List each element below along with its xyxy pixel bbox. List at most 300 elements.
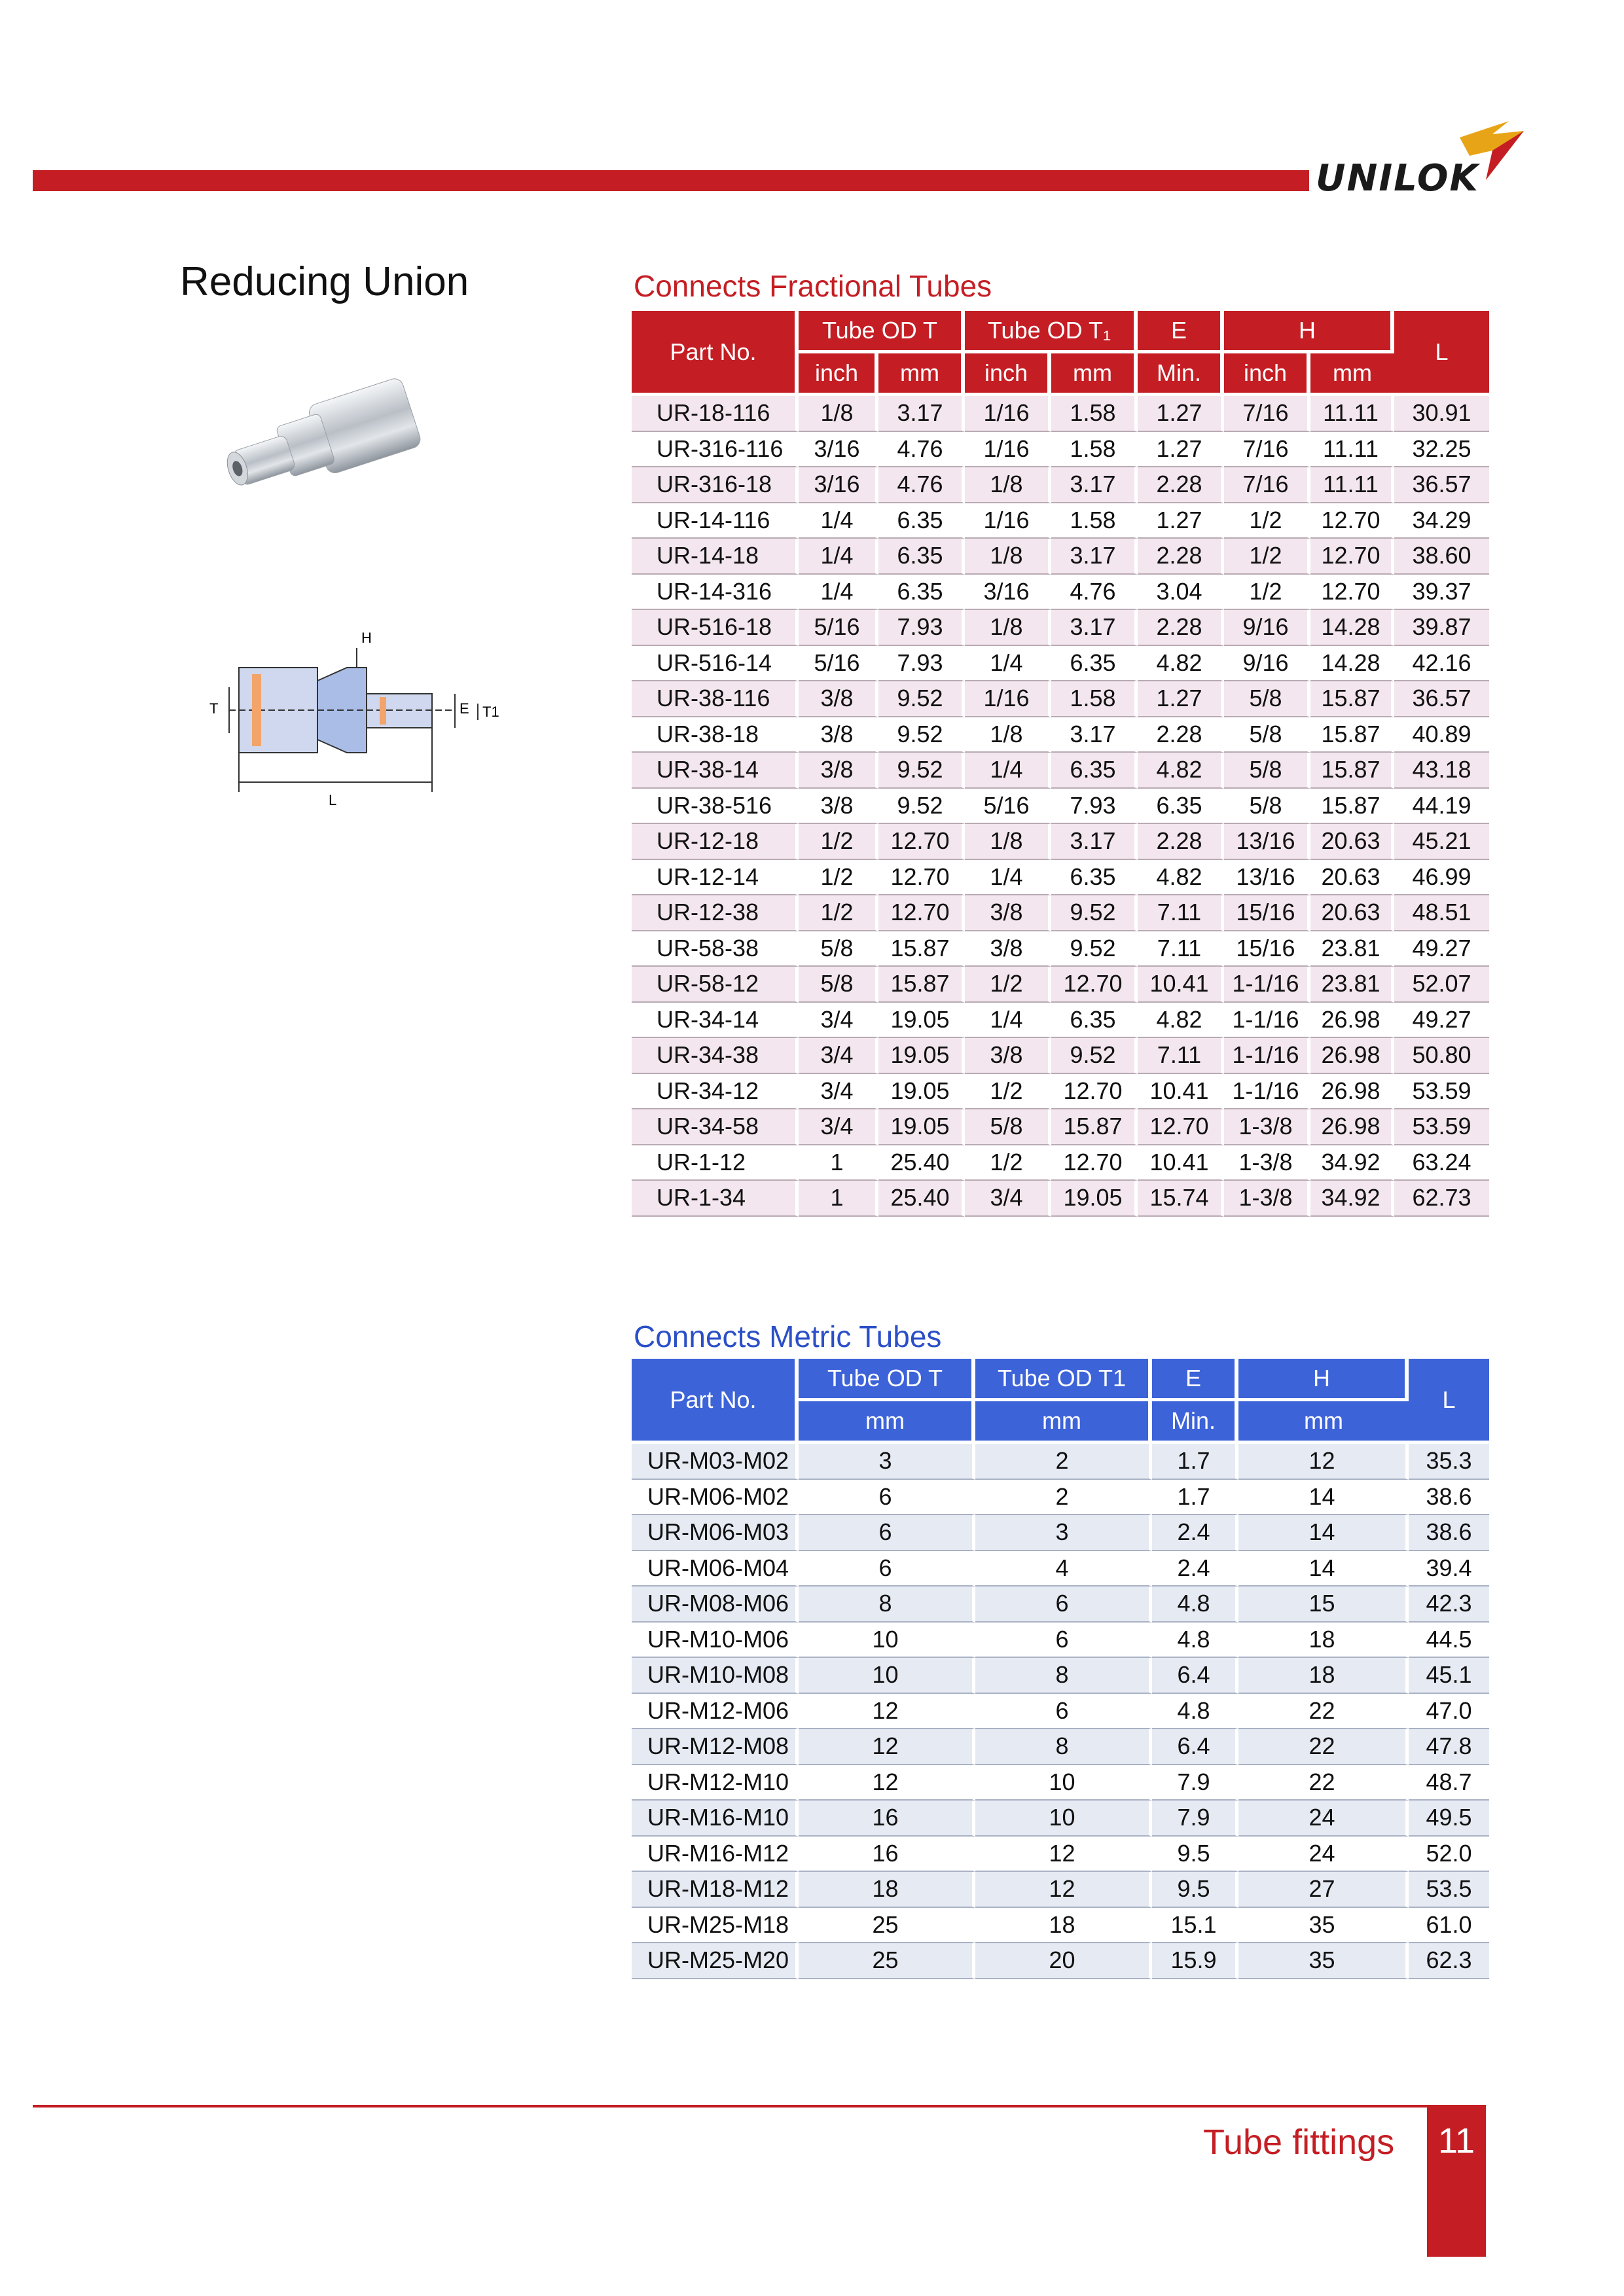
table-row <box>632 824 1489 860</box>
table-cell: 6 <box>975 1587 1152 1623</box>
table-cell: 6.35 <box>1051 646 1138 682</box>
table-cell: 42.16 <box>1394 646 1489 682</box>
table-cell: 1-1/16 <box>1224 1074 1310 1110</box>
table-cell: 53.5 <box>1409 1872 1489 1908</box>
table-cell: 1.58 <box>1051 396 1138 432</box>
table-cell: 3.17 <box>1051 467 1138 503</box>
table-cell: 1/16 <box>965 396 1051 432</box>
table-cell: 12.70 <box>1051 1145 1138 1181</box>
header-l: L <box>1409 1359 1489 1444</box>
part-number-cell: UR-M06-M03 <box>632 1515 799 1551</box>
table-cell: 3 <box>799 1444 975 1480</box>
metric-spec-table <box>632 1359 1489 1979</box>
table-cell: 6 <box>975 1694 1152 1730</box>
table-cell: 16 <box>799 1801 975 1837</box>
table-cell: 10 <box>975 1801 1152 1837</box>
table-cell: 1/4 <box>799 503 878 539</box>
table-row <box>632 503 1489 539</box>
table-row <box>632 467 1489 503</box>
table-cell: 1-3/8 <box>1224 1145 1310 1181</box>
table-cell: 9.5 <box>1152 1872 1238 1908</box>
table-cell: 1.58 <box>1051 503 1138 539</box>
table-row <box>632 1729 1489 1765</box>
header-h: H <box>1238 1359 1409 1401</box>
table-cell: 38.60 <box>1394 539 1489 575</box>
table-cell: 61.0 <box>1409 1908 1489 1944</box>
table-cell: 3/16 <box>965 575 1051 611</box>
label-h: H <box>361 630 372 646</box>
table-cell: 1.58 <box>1051 432 1138 468</box>
table-cell: 10 <box>975 1765 1152 1801</box>
table-cell: 6 <box>799 1551 975 1587</box>
table-cell: 1/2 <box>1224 575 1310 611</box>
table-cell: 26.98 <box>1310 1003 1394 1039</box>
table-cell: 5/8 <box>799 931 878 967</box>
subheader-inch: inch <box>1224 353 1310 396</box>
table-row <box>632 1837 1489 1873</box>
table-cell: 9/16 <box>1224 610 1310 646</box>
table-cell: 1/2 <box>1224 539 1310 575</box>
label-l: L <box>329 792 337 808</box>
table-cell: 24 <box>1238 1837 1409 1873</box>
table-cell: 6.4 <box>1152 1729 1238 1765</box>
table-cell: 3/8 <box>965 1038 1051 1074</box>
table-cell: 12 <box>799 1694 975 1730</box>
table-row <box>632 1908 1489 1944</box>
brand-name: UNILOK <box>1316 157 1479 200</box>
table-cell: 2 <box>975 1480 1152 1516</box>
table-cell: 8 <box>799 1587 975 1623</box>
table-cell: 6 <box>975 1623 1152 1659</box>
table-cell: 1/2 <box>965 1145 1051 1181</box>
table-cell: 20.63 <box>1310 895 1394 931</box>
table-cell: 2.4 <box>1152 1551 1238 1587</box>
table-cell: 5/8 <box>799 967 878 1003</box>
table-cell: 34.92 <box>1310 1181 1394 1217</box>
table-cell: 6.35 <box>1138 789 1224 825</box>
table-cell: 4.76 <box>878 467 965 503</box>
table-row <box>632 789 1489 825</box>
table-cell: 12 <box>799 1729 975 1765</box>
table-cell: 3.17 <box>1051 610 1138 646</box>
table-cell: 15.9 <box>1152 1943 1238 1979</box>
table-row <box>632 1658 1489 1694</box>
part-number-cell: UR-14-316 <box>632 575 799 611</box>
table-cell: 5/8 <box>1224 681 1310 717</box>
fractional-spec-table <box>632 311 1489 1217</box>
table-cell: 12.70 <box>1138 1109 1224 1145</box>
table-cell: 12.70 <box>1310 503 1394 539</box>
table-cell: 2.28 <box>1138 539 1224 575</box>
table-cell: 15/16 <box>1224 931 1310 967</box>
part-number-cell: UR-12-18 <box>632 824 799 860</box>
table-cell: 1/4 <box>799 539 878 575</box>
table-cell: 1/2 <box>799 895 878 931</box>
table-cell: 12 <box>975 1837 1152 1873</box>
table-cell: 12.70 <box>878 824 965 860</box>
table-cell: 39.87 <box>1394 610 1489 646</box>
table-cell: 26.98 <box>1310 1109 1394 1145</box>
table-cell: 5/8 <box>1224 717 1310 753</box>
table-cell: 10 <box>799 1623 975 1659</box>
table-cell: 14 <box>1238 1480 1409 1516</box>
table-cell: 12.70 <box>878 895 965 931</box>
table-cell: 3/8 <box>799 789 878 825</box>
table-cell: 1/4 <box>965 1003 1051 1039</box>
part-number-cell: UR-516-14 <box>632 646 799 682</box>
part-number-cell: UR-M18-M12 <box>632 1872 799 1908</box>
header-tube-od-t: Tube OD T <box>799 311 965 353</box>
table-cell: 48.51 <box>1394 895 1489 931</box>
table-row <box>632 931 1489 967</box>
table-cell: 1/8 <box>965 467 1051 503</box>
subheader-inch: inch <box>965 353 1051 396</box>
table-cell: 44.5 <box>1409 1623 1489 1659</box>
table-cell: 19.05 <box>878 1074 965 1110</box>
table-row <box>632 753 1489 789</box>
table-row <box>632 1038 1489 1074</box>
table-cell: 15.87 <box>878 931 965 967</box>
part-number-cell: UR-M25-M20 <box>632 1943 799 1979</box>
table-cell: 1/4 <box>965 753 1051 789</box>
table-cell: 1/2 <box>965 1074 1051 1110</box>
part-number-cell: UR-58-12 <box>632 967 799 1003</box>
table-cell: 42.3 <box>1409 1587 1489 1623</box>
dimension-drawing <box>190 622 517 825</box>
table-cell: 15.87 <box>1310 789 1394 825</box>
table-cell: 15.87 <box>1310 753 1394 789</box>
table-cell: 1/8 <box>799 396 878 432</box>
table-cell: 35 <box>1238 1908 1409 1944</box>
header-e: E <box>1152 1359 1238 1401</box>
table-row <box>632 1181 1489 1217</box>
table-cell: 6.35 <box>1051 860 1138 896</box>
table-cell: 5/8 <box>965 1109 1051 1145</box>
table-cell: 34.29 <box>1394 503 1489 539</box>
table-cell: 30.91 <box>1394 396 1489 432</box>
part-number-cell: UR-58-38 <box>632 931 799 967</box>
part-number-cell: UR-18-116 <box>632 396 799 432</box>
logo-arrow-icon <box>1447 118 1532 190</box>
table-cell: 1.27 <box>1138 681 1224 717</box>
part-number-cell: UR-34-14 <box>632 1003 799 1039</box>
table-cell: 14 <box>1238 1515 1409 1551</box>
label-t1: T1 <box>482 704 499 720</box>
table-row <box>632 1694 1489 1730</box>
table-cell: 34.92 <box>1310 1145 1394 1181</box>
table-cell: 7.11 <box>1138 1038 1224 1074</box>
table-cell: 16 <box>799 1837 975 1873</box>
table-cell: 3 <box>975 1515 1152 1551</box>
table-cell: 4.82 <box>1138 860 1224 896</box>
table-cell: 2.4 <box>1152 1515 1238 1551</box>
subheader-min: Min. <box>1152 1401 1238 1444</box>
table-cell: 9.52 <box>1051 1038 1138 1074</box>
table-cell: 18 <box>975 1908 1152 1944</box>
table-cell: 9/16 <box>1224 646 1310 682</box>
table-cell: 12.70 <box>1051 967 1138 1003</box>
table-cell: 10.41 <box>1138 1145 1224 1181</box>
table-cell: 12.70 <box>1310 539 1394 575</box>
table-row <box>632 717 1489 753</box>
table-cell: 2.28 <box>1138 610 1224 646</box>
reducing-union-photo <box>209 367 445 530</box>
part-number-cell: UR-M08-M06 <box>632 1587 799 1623</box>
table-cell: 11.11 <box>1310 396 1394 432</box>
header-part-no: Part No. <box>632 311 799 396</box>
table-cell: 44.19 <box>1394 789 1489 825</box>
part-number-cell: UR-38-14 <box>632 753 799 789</box>
table-cell: 49.27 <box>1394 1003 1489 1039</box>
table-cell: 1/8 <box>965 539 1051 575</box>
subheader-mm: mm <box>799 1401 975 1444</box>
table-cell: 52.0 <box>1409 1837 1489 1873</box>
table-row <box>632 1551 1489 1587</box>
table-cell: 25.40 <box>878 1181 965 1217</box>
table-row <box>632 575 1489 611</box>
part-number-cell: UR-316-116 <box>632 432 799 468</box>
table-cell: 36.57 <box>1394 467 1489 503</box>
table-cell: 1-3/8 <box>1224 1109 1310 1145</box>
table-cell: 1/16 <box>965 681 1051 717</box>
table-cell: 1.27 <box>1138 503 1224 539</box>
table-cell: 12.70 <box>1310 575 1394 611</box>
part-number-cell: UR-12-38 <box>632 895 799 931</box>
table-cell: 3/4 <box>799 1109 878 1145</box>
table-cell: 15.87 <box>1051 1109 1138 1145</box>
table-row <box>632 1003 1489 1039</box>
part-number-cell: UR-M10-M06 <box>632 1623 799 1659</box>
table-cell: 52.07 <box>1394 967 1489 1003</box>
table-cell: 50.80 <box>1394 1038 1489 1074</box>
table-row <box>632 1515 1489 1551</box>
table-cell: 6.35 <box>878 503 965 539</box>
table-cell: 7.93 <box>1051 789 1138 825</box>
footer-section-label: Tube fittings <box>1203 2123 1395 2162</box>
table-cell: 25 <box>799 1908 975 1944</box>
table-cell: 38.6 <box>1409 1480 1489 1516</box>
table-cell: 10.41 <box>1138 1074 1224 1110</box>
table-cell: 1/2 <box>965 967 1051 1003</box>
table-cell: 1.58 <box>1051 681 1138 717</box>
table-cell: 22 <box>1238 1765 1409 1801</box>
table-cell: 12 <box>975 1872 1152 1908</box>
table-cell: 15.87 <box>1310 681 1394 717</box>
table-cell: 1/2 <box>799 824 878 860</box>
table-cell: 3.17 <box>1051 539 1138 575</box>
table-cell: 49.27 <box>1394 931 1489 967</box>
table-row <box>632 1872 1489 1908</box>
table-cell: 12 <box>799 1765 975 1801</box>
table-cell: 3.17 <box>1051 824 1138 860</box>
table-cell: 45.1 <box>1409 1658 1489 1694</box>
table-row <box>632 432 1489 468</box>
table-cell: 1/16 <box>965 503 1051 539</box>
table-cell: 22 <box>1238 1694 1409 1730</box>
table-cell: 38.6 <box>1409 1515 1489 1551</box>
table-cell: 47.8 <box>1409 1729 1489 1765</box>
table-cell: 1-1/16 <box>1224 967 1310 1003</box>
table-cell: 40.89 <box>1394 717 1489 753</box>
table-cell: 36.57 <box>1394 681 1489 717</box>
part-number-cell: UR-38-18 <box>632 717 799 753</box>
table-cell: 20.63 <box>1310 824 1394 860</box>
table-cell: 10 <box>799 1658 975 1694</box>
table-cell: 11.11 <box>1310 432 1394 468</box>
table-cell: 7/16 <box>1224 432 1310 468</box>
table-cell: 39.4 <box>1409 1551 1489 1587</box>
table-cell: 8 <box>975 1729 1152 1765</box>
table-cell: 18 <box>1238 1658 1409 1694</box>
table-cell: 12.70 <box>1051 1074 1138 1110</box>
part-number-cell: UR-316-18 <box>632 467 799 503</box>
table-cell: 5/16 <box>799 610 878 646</box>
table-cell: 46.99 <box>1394 860 1489 896</box>
part-number-cell: UR-34-58 <box>632 1109 799 1145</box>
table-row <box>632 1145 1489 1181</box>
part-number-cell: UR-38-116 <box>632 681 799 717</box>
header-h: H <box>1224 311 1394 353</box>
part-number-cell: UR-M12-M06 <box>632 1694 799 1730</box>
table-row <box>632 539 1489 575</box>
table-cell: 1/2 <box>1224 503 1310 539</box>
part-number-cell: UR-14-116 <box>632 503 799 539</box>
table-cell: 47.0 <box>1409 1694 1489 1730</box>
table-cell: 32.25 <box>1394 432 1489 468</box>
table-cell: 7.93 <box>878 646 965 682</box>
table-cell: 3/16 <box>799 467 878 503</box>
table-cell: 12 <box>1238 1444 1409 1480</box>
table-cell: 25.40 <box>878 1145 965 1181</box>
table-cell: 6.35 <box>878 575 965 611</box>
table-row <box>632 610 1489 646</box>
table-cell: 39.37 <box>1394 575 1489 611</box>
table-cell: 20 <box>975 1943 1152 1979</box>
table-cell: 25 <box>799 1943 975 1979</box>
table-cell: 6.35 <box>1051 753 1138 789</box>
table-cell: 4.82 <box>1138 646 1224 682</box>
table-cell: 1-1/16 <box>1224 1038 1310 1074</box>
metric-section-title: Connects Metric Tubes <box>634 1319 942 1354</box>
table-cell: 4.76 <box>1051 575 1138 611</box>
table-cell: 24 <box>1238 1801 1409 1837</box>
table-cell: 6 <box>799 1480 975 1516</box>
table-cell: 4 <box>975 1551 1152 1587</box>
table-cell: 15.87 <box>1310 717 1394 753</box>
table-cell: 53.59 <box>1394 1074 1489 1110</box>
table-row <box>632 1943 1489 1979</box>
table-row <box>632 646 1489 682</box>
part-number-cell: UR-M25-M18 <box>632 1908 799 1944</box>
part-number-cell: UR-34-38 <box>632 1038 799 1074</box>
part-number-cell: UR-M10-M08 <box>632 1658 799 1694</box>
table-cell: 1/8 <box>965 610 1051 646</box>
table-cell: 2.28 <box>1138 717 1224 753</box>
table-cell: 48.7 <box>1409 1765 1489 1801</box>
table-cell: 4.8 <box>1152 1587 1238 1623</box>
table-cell: 14 <box>1238 1551 1409 1587</box>
table-cell: 12.70 <box>878 860 965 896</box>
table-cell: 62.73 <box>1394 1181 1489 1217</box>
table-row <box>632 860 1489 896</box>
header-part-no: Part No. <box>632 1359 799 1444</box>
part-number-cell: UR-34-12 <box>632 1074 799 1110</box>
table-cell: 3/4 <box>799 1038 878 1074</box>
part-number-cell: UR-M03-M02 <box>632 1444 799 1480</box>
table-cell: 3/4 <box>965 1181 1051 1217</box>
table-cell: 3/4 <box>799 1003 878 1039</box>
subheader-mm: mm <box>975 1401 1152 1444</box>
table-cell: 35.3 <box>1409 1444 1489 1480</box>
part-number-cell: UR-1-12 <box>632 1145 799 1181</box>
table-cell: 1/8 <box>965 824 1051 860</box>
table-cell: 7/16 <box>1224 467 1310 503</box>
part-number-cell: UR-1-34 <box>632 1181 799 1217</box>
table-cell: 9.52 <box>878 789 965 825</box>
table-cell: 19.05 <box>1051 1181 1138 1217</box>
table-row <box>632 1480 1489 1516</box>
fractional-section-title: Connects Fractional Tubes <box>634 269 992 303</box>
table-cell: 1/2 <box>799 860 878 896</box>
table-cell: 53.59 <box>1394 1109 1489 1145</box>
table-cell: 6.35 <box>1051 1003 1138 1039</box>
header-l: L <box>1394 311 1489 396</box>
subheader-mm: mm <box>1310 353 1394 396</box>
table-cell: 7.11 <box>1138 931 1224 967</box>
table-cell: 1/4 <box>965 860 1051 896</box>
subheader-min: Min. <box>1138 353 1224 396</box>
header-e: E <box>1138 311 1224 353</box>
table-cell: 2.28 <box>1138 467 1224 503</box>
table-cell: 3/8 <box>799 753 878 789</box>
table-cell: 7.9 <box>1152 1765 1238 1801</box>
table-cell: 1-1/16 <box>1224 1003 1310 1039</box>
table-cell: 3/8 <box>965 931 1051 967</box>
part-number-cell: UR-M06-M04 <box>632 1551 799 1587</box>
table-cell: 4.76 <box>878 432 965 468</box>
part-number-cell: UR-M12-M10 <box>632 1765 799 1801</box>
table-cell: 63.24 <box>1394 1145 1489 1181</box>
brand-logo <box>1316 118 1532 203</box>
label-t: T <box>209 700 219 717</box>
table-cell: 9.52 <box>1051 931 1138 967</box>
table-row <box>632 1587 1489 1623</box>
table-cell: 7.11 <box>1138 895 1224 931</box>
table-cell: 9.52 <box>878 681 965 717</box>
table-cell: 9.52 <box>878 717 965 753</box>
part-number-cell: UR-38-516 <box>632 789 799 825</box>
table-row <box>632 1109 1489 1145</box>
table-cell: 15.74 <box>1138 1181 1224 1217</box>
table-cell: 7/16 <box>1224 396 1310 432</box>
table-cell: 3/8 <box>799 681 878 717</box>
table-cell: 45.21 <box>1394 824 1489 860</box>
header-tube-od-t1: Tube OD T₁ <box>965 311 1138 353</box>
table-cell: 19.05 <box>878 1109 965 1145</box>
table-cell: 6.4 <box>1152 1658 1238 1694</box>
header-bar <box>33 170 1309 191</box>
table-cell: 9.5 <box>1152 1837 1238 1873</box>
table-cell: 1 <box>799 1181 878 1217</box>
table-cell: 15.1 <box>1152 1908 1238 1944</box>
table-cell: 1.27 <box>1138 396 1224 432</box>
subheader-mm: mm <box>878 353 965 396</box>
part-number-cell: UR-14-18 <box>632 539 799 575</box>
table-row <box>632 895 1489 931</box>
table-cell: 2.28 <box>1138 824 1224 860</box>
part-number-cell: UR-516-18 <box>632 610 799 646</box>
table-cell: 13/16 <box>1224 824 1310 860</box>
